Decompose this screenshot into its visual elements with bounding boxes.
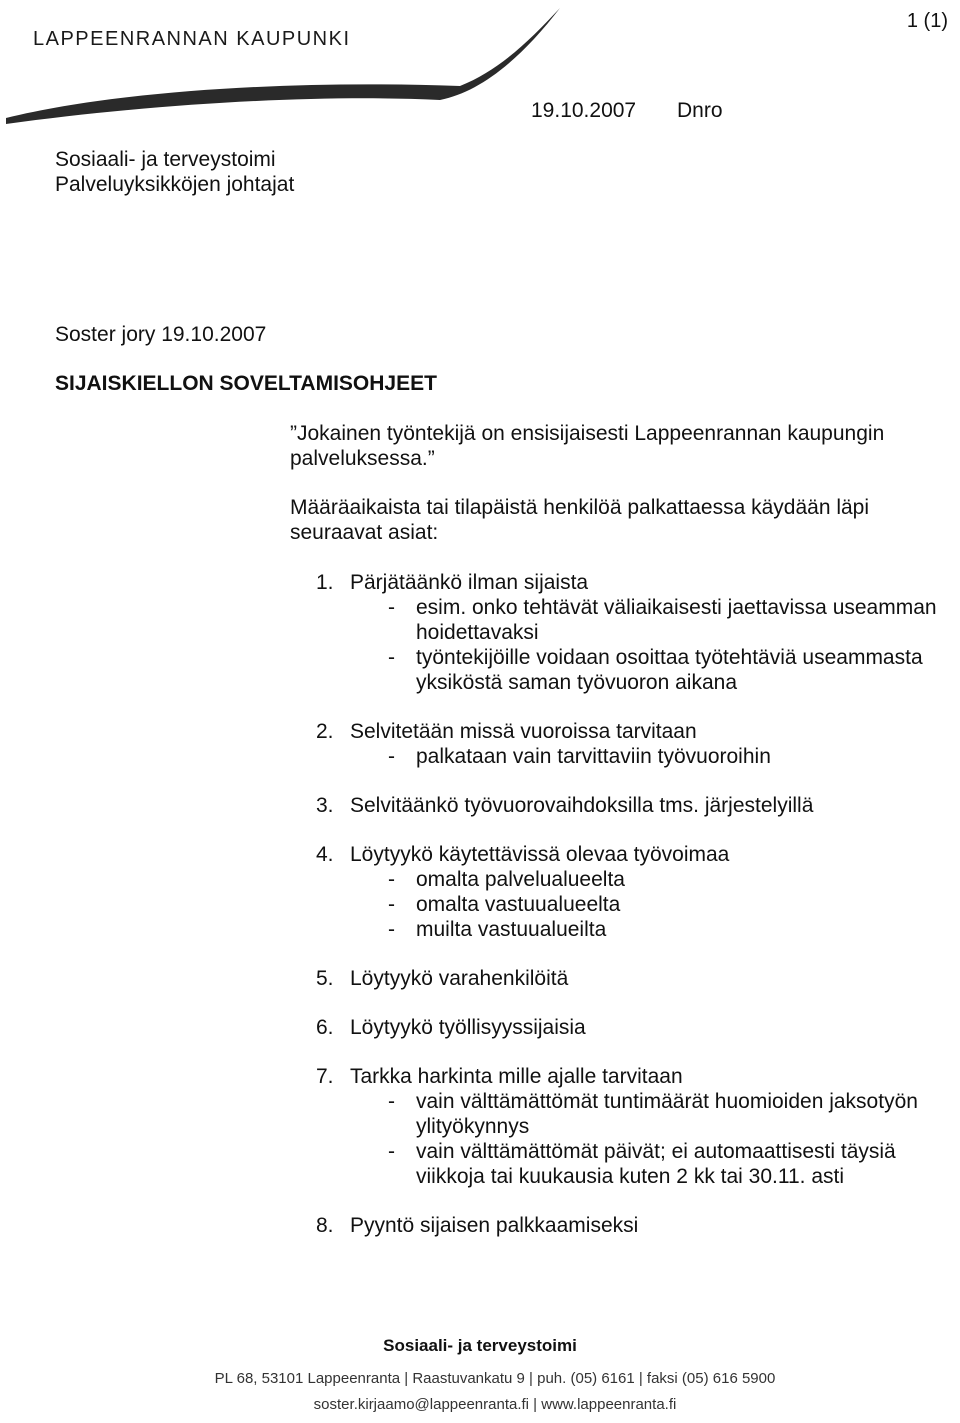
sub-list xyxy=(350,595,956,695)
sub-list xyxy=(350,744,956,769)
sub-list xyxy=(350,1089,956,1189)
list-item-text: Löytyykö varahenkilöitä xyxy=(350,967,569,990)
list-item-number: 5. xyxy=(316,967,334,990)
sub-list-item: - palkataan vain tarvittaviin työvuoroihin xyxy=(350,744,956,769)
sub-list-item: - muilta vastuualueilta xyxy=(350,917,956,942)
checklist xyxy=(316,570,956,1238)
recipient-line: Palveluyksikköjen johtajat xyxy=(55,173,295,196)
list-item xyxy=(316,1015,956,1040)
sub-list-item: - vain välttämättömät päivät; ei automaattisesti täysiä viikkoja tai kuukausia kuten 2 kk tai 30.11. asti xyxy=(350,1139,956,1189)
intro-paragraph: Määräaikaista tai tilapäistä henkilöä palkattaessa käydään läpi seuraavat asiat: xyxy=(290,496,870,544)
document-title: SIJAISKIELLON SOVELTAMISOHJEET xyxy=(55,372,437,395)
meeting-reference: Soster jory 19.10.2007 xyxy=(55,323,267,346)
list-item-number: 8. xyxy=(316,1214,334,1237)
list-item-text: Löytyykö työllisyyssijaisia xyxy=(350,1016,586,1039)
list-item-text: Löytyykö käytettävissä olevaa työvoimaa xyxy=(350,843,730,866)
list-item-text: Pyyntö sijaisen palkkaamiseksi xyxy=(350,1214,639,1237)
list-item xyxy=(316,570,956,695)
list-item-text: Selvitäänkö työvuorovaihdoksilla tms. järjestelyillä xyxy=(350,794,814,817)
list-item-number: 2. xyxy=(316,720,334,743)
list-item-number: 3. xyxy=(316,794,334,817)
sub-list-item: - omalta palvelualueelta xyxy=(350,867,956,892)
list-item-text: Selvitetään missä vuoroissa tarvitaan xyxy=(350,720,697,743)
sub-list-item: - esim. onko tehtävät väliaikaisesti jaettavissa useamman hoidettavaksi xyxy=(350,595,956,645)
recipient-line: Sosiaali- ja terveystoimi xyxy=(55,148,276,171)
list-item-text: Tarkka harkinta mille ajalle tarvitaan xyxy=(350,1065,683,1088)
sub-list xyxy=(350,867,956,942)
organization-name: LAPPEENRANNAN KAUPUNKI xyxy=(33,28,351,50)
sub-list-item: - omalta vastuualueelta xyxy=(350,892,956,917)
list-item-number: 4. xyxy=(316,843,334,866)
sub-list-item: - vain välttämättömät tuntimäärät huomioiden jaksotyön ylityökynnys xyxy=(350,1089,956,1139)
quote-paragraph: ”Jokainen työntekijä on ensisijaisesti Lappeenrannan kaupungin palveluksessa.” xyxy=(290,422,885,470)
sub-list-item: - työntekijöille voidaan osoittaa työtehtäviä useammasta yksiköstä saman työvuoron aikana xyxy=(350,645,956,695)
list-item-number: 1. xyxy=(316,571,334,594)
footer-department: Sosiaali- ja terveystoimi xyxy=(383,1336,577,1355)
document-date: 19.10.2007 xyxy=(531,99,637,122)
dnro-label: Dnro xyxy=(677,99,723,122)
logo-swoosh-graphic xyxy=(0,0,960,140)
list-item-number: 7. xyxy=(316,1065,334,1088)
list-item xyxy=(316,719,956,769)
list-item xyxy=(316,842,956,942)
footer-address: PL 68, 53101 Lappeenranta | Raastuvankatu 9 | puh. (05) 6161 | faksi (05) 616 5900 xyxy=(214,1370,776,1387)
list-item-text: Pärjätäänkö ilman sijaista xyxy=(350,571,589,594)
list-item xyxy=(316,1213,956,1238)
list-item xyxy=(316,966,956,991)
page-number: 1 (1) xyxy=(906,10,948,32)
recipient-block xyxy=(55,147,294,197)
list-item xyxy=(316,1064,956,1189)
list-item-number: 6. xyxy=(316,1016,334,1039)
footer-contact: soster.kirjaamo@lappeenranta.fi | www.lappeenranta.fi xyxy=(313,1396,677,1413)
list-item xyxy=(316,793,956,818)
